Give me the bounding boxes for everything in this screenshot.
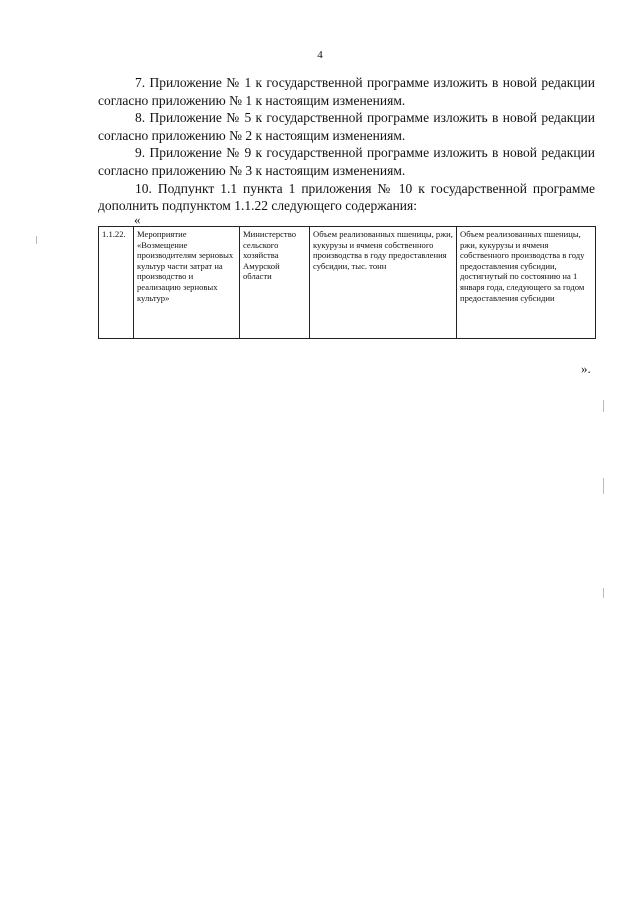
page-number: 4 [317,49,323,61]
amendment-table [98,226,596,339]
measure-name-cell: Мероприятие «Возмещение производителям зерновых культур части затрат на производство и реализацию зерновых культур» [134,227,240,339]
indicator-cell-1: Объем реализованных пшеницы, ржи, кукурузы и ячменя собственного производства в году предоставления субсидии, тыс. тонн [310,227,457,339]
indicator-cell-2: Объем реализованных пшеницы, ржи, кукурузы и ячменя собственного производства в году предоставления субсидии, достигнутый по состоянию на 1 января года, следующего за годом предоставления субсидии [457,227,596,339]
paragraph-8 [98,109,595,144]
item-number-cell: 1.1.22. [99,227,134,339]
paragraph-10-text: 10. Подпункт 1.1 пункта 1 приложения № 10 к государственной программе дополнить подпунктом 1.1.22 следующего содержания: [98,180,595,214]
paragraph-9-text: 9. Приложение № 9 к государственной программе изложить в новой редакции согласно приложению № 3 к настоящим изменениям. [98,145,595,178]
scan-margin-mark [603,588,604,598]
paragraph-7 [98,74,595,109]
paragraph-9 [98,144,595,179]
responsible-body-cell: Министерство сельского хозяйства Амурской области [240,227,310,339]
scan-margin-mark [603,478,604,494]
paragraph-8-text: 8. Приложение № 5 к государственной программе изложить в новой редакции согласно приложению № 2 к настоящим изменениям. [98,110,595,143]
body-text [98,74,595,215]
scan-margin-mark [603,400,604,412]
paragraph-10 [98,180,595,215]
opening-quote: « [134,212,141,227]
scan-margin-mark [36,236,37,244]
closing-quote: ». [581,361,591,376]
paragraph-7-text: 7. Приложение № 1 к государственной программе изложить в новой редакции согласно приложению № 1 к настоящим изменениям. [98,75,595,108]
table-row [99,227,596,339]
